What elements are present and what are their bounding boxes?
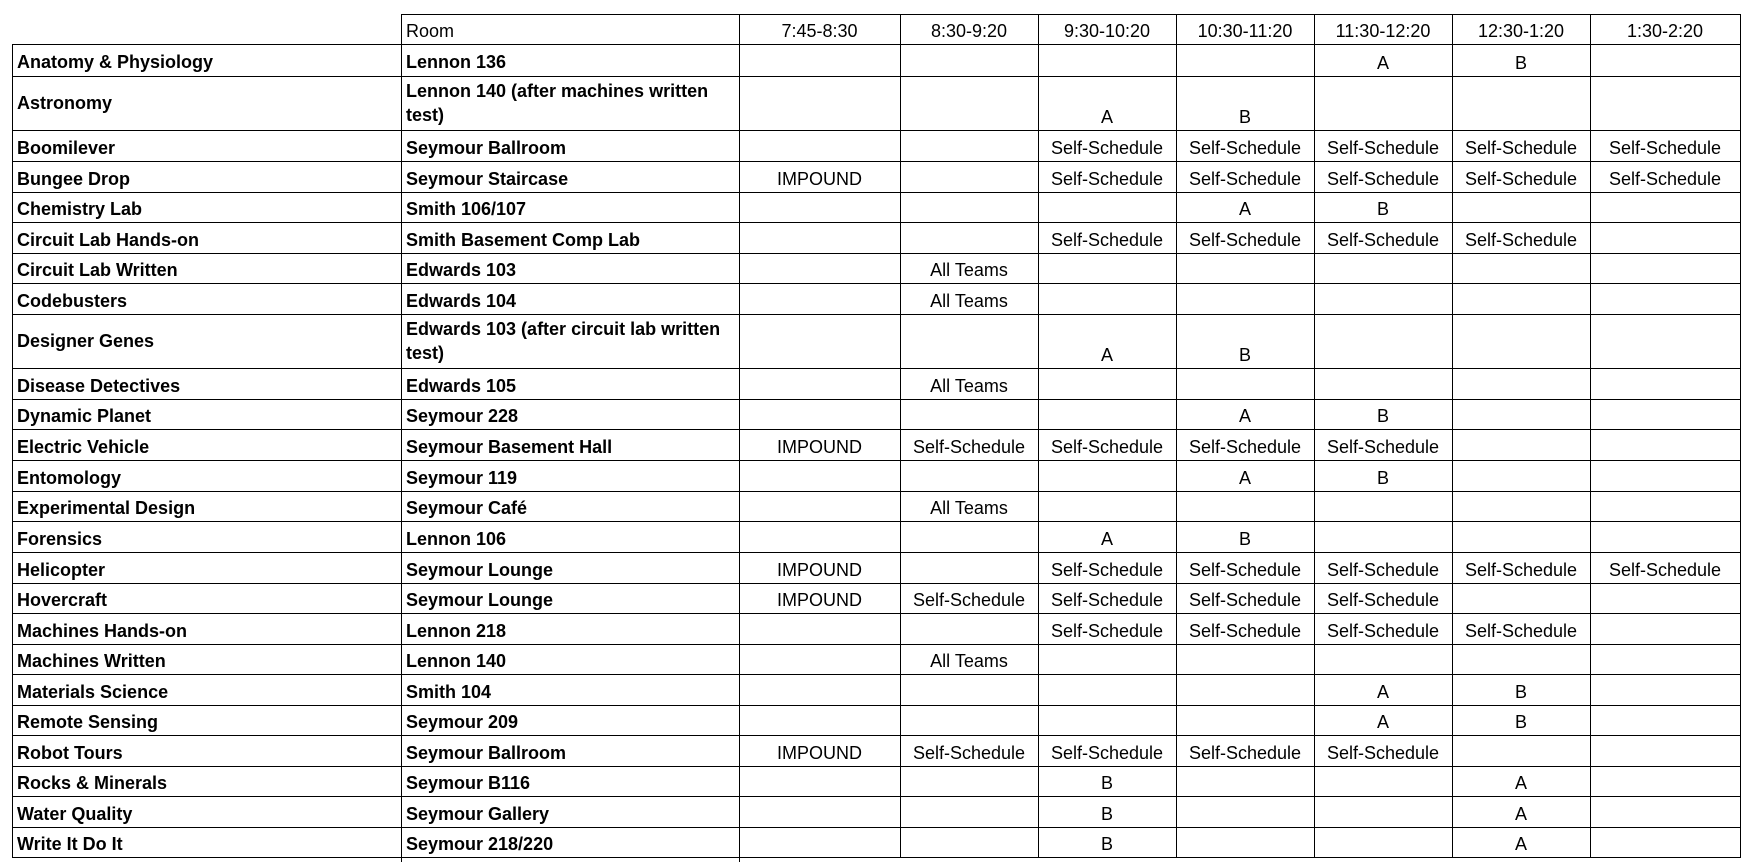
grid-line	[12, 399, 1741, 400]
event-name: Hovercraft	[17, 590, 108, 610]
grid-line	[1452, 14, 1453, 857]
grid-line	[12, 491, 1741, 492]
time-slot-cell	[1590, 705, 1740, 735]
time-slot-cell	[1452, 192, 1590, 222]
time-slot-cell	[1590, 521, 1740, 552]
time-slot-cell	[900, 44, 1038, 76]
time-slot-cell: B	[1238, 529, 1251, 549]
grid-line	[12, 314, 1741, 315]
time-slot-cell	[1452, 583, 1590, 613]
time-slot-cell	[1590, 44, 1740, 76]
time-slot-cell: Self-Schedule	[1464, 560, 1578, 580]
time-slot-cell	[1176, 705, 1314, 735]
time-slot-cell	[900, 460, 1038, 491]
time-slot-cell	[739, 283, 900, 314]
time-slot-cell: A	[1100, 107, 1113, 127]
time-slot-cell: A	[1376, 682, 1389, 702]
room-name: Seymour 119	[406, 468, 518, 488]
room-name: Lennon 136	[406, 52, 507, 72]
time-slot-cell	[900, 827, 1038, 857]
grid-line	[401, 14, 1741, 15]
grid-line	[12, 192, 1741, 193]
time-slot-cell	[1452, 314, 1590, 368]
time-slot-cell: Self-Schedule	[1608, 560, 1722, 580]
time-slot-cell	[1314, 283, 1452, 314]
time-slot-cell	[739, 674, 900, 705]
time-slot-cell: B	[1100, 804, 1113, 824]
time-slot-header: 11:30-12:20	[1335, 21, 1431, 41]
room-name: Seymour Lounge	[406, 590, 554, 610]
time-slot-cell: B	[1514, 53, 1527, 73]
time-slot-cell: A	[1514, 834, 1527, 854]
grid-line	[12, 460, 1741, 461]
time-slot-cell	[1452, 735, 1590, 766]
time-slot-cell	[1038, 644, 1176, 674]
event-name: Astronomy	[17, 93, 113, 113]
time-slot-cell: B	[1514, 682, 1527, 702]
room-name: Seymour 218/220	[406, 834, 554, 854]
time-slot-cell	[1176, 283, 1314, 314]
time-slot-cell	[1590, 766, 1740, 796]
event-name: Materials Science	[17, 682, 169, 702]
time-slot-cell	[1176, 253, 1314, 283]
time-slot-cell: A	[1100, 529, 1113, 549]
time-slot-cell: Self-Schedule	[1326, 590, 1440, 610]
grid-line	[12, 552, 1741, 553]
time-slot-cell	[1314, 368, 1452, 399]
room-name: Seymour Staircase	[406, 169, 569, 189]
time-slot-cell: B	[1376, 406, 1389, 426]
time-slot-cell	[739, 253, 900, 283]
time-slot-cell: All Teams	[930, 291, 1008, 311]
time-slot-cell: Self-Schedule	[1188, 590, 1302, 610]
time-slot-cell	[1452, 368, 1590, 399]
time-slot-cell	[1038, 705, 1176, 735]
event-name: Bungee Drop	[17, 169, 131, 189]
time-slot-cell	[1176, 674, 1314, 705]
event-name: Machines Hands-on	[17, 621, 188, 641]
grid-line	[1590, 14, 1591, 857]
time-slot-cell: IMPOUND	[777, 743, 862, 763]
time-slot-cell: Self-Schedule	[1326, 621, 1440, 641]
time-slot-cell: Self-Schedule	[1188, 621, 1302, 641]
event-name: Rocks & Minerals	[17, 773, 168, 793]
time-slot-cell	[1038, 192, 1176, 222]
time-slot-cell	[1452, 460, 1590, 491]
time-slot-cell: A	[1376, 712, 1389, 732]
grid-line	[12, 368, 1741, 369]
event-name: Machines Written	[17, 651, 166, 671]
event-name: Entomology	[17, 468, 121, 488]
time-slot-cell	[1452, 644, 1590, 674]
event-name: Helicopter	[17, 560, 106, 580]
grid-line	[12, 429, 1741, 430]
time-slot-cell	[1176, 766, 1314, 796]
time-slot-cell	[900, 613, 1038, 644]
event-name: Designer Genes	[17, 331, 155, 351]
time-slot-cell: Self-Schedule	[1050, 621, 1164, 641]
time-slot-cell: All Teams	[930, 498, 1008, 518]
room-name: Edwards 105	[406, 376, 517, 396]
time-slot-cell	[1038, 674, 1176, 705]
time-slot-cell	[900, 674, 1038, 705]
time-slot-cell	[1176, 491, 1314, 521]
room-name: Seymour Lounge	[406, 560, 554, 580]
grid-line	[1038, 14, 1039, 857]
time-slot-cell	[739, 491, 900, 521]
time-slot-cell: B	[1238, 107, 1251, 127]
time-slot-cell: Self-Schedule	[1326, 230, 1440, 250]
time-slot-cell: Self-Schedule	[1326, 743, 1440, 763]
time-slot-cell	[739, 796, 900, 827]
event-name: Anatomy & Physiology	[17, 52, 214, 72]
time-slot-cell	[739, 130, 900, 161]
time-slot-cell	[1038, 399, 1176, 429]
time-slot-cell: Self-Schedule	[1050, 230, 1164, 250]
time-slot-cell: Self-Schedule	[1188, 437, 1302, 457]
grid-line	[12, 644, 1741, 645]
grid-line	[12, 253, 1741, 254]
time-slot-cell	[1314, 796, 1452, 827]
time-slot-cell	[1314, 76, 1452, 130]
time-slot-cell	[1176, 796, 1314, 827]
event-name: Electric Vehicle	[17, 437, 150, 457]
grid-line	[1176, 14, 1177, 857]
room-name: Seymour 228	[406, 406, 519, 426]
time-slot-cell	[1590, 399, 1740, 429]
time-slot-cell: Self-Schedule	[1464, 169, 1578, 189]
time-slot-cell: A	[1238, 406, 1251, 426]
time-slot-cell: B	[1100, 773, 1113, 793]
time-slot-cell: A	[1238, 199, 1251, 219]
time-slot-cell	[1590, 796, 1740, 827]
event-name: Chemistry Lab	[17, 199, 143, 219]
time-slot-cell: Self-Schedule	[1050, 560, 1164, 580]
time-slot-cell	[1590, 735, 1740, 766]
event-name: Remote Sensing	[17, 712, 159, 732]
room-name: Lennon 218	[406, 621, 507, 641]
time-slot-cell: Self-Schedule	[1188, 560, 1302, 580]
time-slot-cell	[1314, 314, 1452, 368]
time-slot-cell: Self-Schedule	[1464, 230, 1578, 250]
time-slot-cell	[1038, 253, 1176, 283]
time-slot-cell	[739, 644, 900, 674]
grid-line	[12, 161, 1741, 162]
time-slot-cell	[900, 161, 1038, 192]
time-slot-cell	[1038, 460, 1176, 491]
time-slot-cell	[1176, 827, 1314, 857]
time-slot-cell: Self-Schedule	[1326, 169, 1440, 189]
time-slot-header: 10:30-11:20	[1197, 21, 1293, 41]
time-slot-cell	[1590, 613, 1740, 644]
room-name: Lennon 106	[406, 529, 507, 549]
time-slot-cell	[739, 613, 900, 644]
time-slot-cell	[739, 368, 900, 399]
time-slot-cell: Self-Schedule	[912, 743, 1026, 763]
room-name: Seymour Basement Hall	[406, 437, 613, 457]
grid-line	[12, 766, 1741, 767]
room-name: Lennon 140	[406, 651, 507, 671]
time-slot-cell: IMPOUND	[777, 437, 862, 457]
time-slot-cell	[1314, 521, 1452, 552]
event-name: Boomilever	[17, 138, 116, 158]
time-slot-cell: B	[1376, 468, 1389, 488]
time-slot-cell: B	[1238, 345, 1251, 365]
room-name: Seymour Ballroom	[406, 743, 567, 763]
time-slot-cell: Self-Schedule	[912, 437, 1026, 457]
room-name: Seymour Ballroom	[406, 138, 567, 158]
room-header: Room	[406, 21, 455, 41]
time-slot-cell	[1314, 491, 1452, 521]
time-slot-cell: Self-Schedule	[1608, 138, 1722, 158]
time-slot-header: 9:30-10:20	[1063, 21, 1151, 41]
time-slot-cell: A	[1238, 468, 1251, 488]
time-slot-cell: All Teams	[930, 260, 1008, 280]
room-name: Seymour Café	[406, 498, 528, 518]
time-slot-cell	[1038, 44, 1176, 76]
time-slot-cell: Self-Schedule	[1464, 621, 1578, 641]
time-slot-cell	[739, 521, 900, 552]
time-slot-cell: All Teams	[930, 651, 1008, 671]
grid-line	[12, 857, 1741, 858]
time-slot-cell: B	[1514, 712, 1527, 732]
time-slot-cell	[739, 766, 900, 796]
time-slot-cell	[1452, 399, 1590, 429]
time-slot-cell	[1590, 314, 1740, 368]
grid-line	[12, 705, 1741, 706]
time-slot-cell: Self-Schedule	[1326, 138, 1440, 158]
time-slot-cell: IMPOUND	[777, 169, 862, 189]
grid-line	[1314, 14, 1315, 857]
time-slot-cell	[900, 796, 1038, 827]
event-name: Disease Detectives	[17, 376, 181, 396]
time-slot-cell: All Teams	[930, 376, 1008, 396]
time-slot-cell: IMPOUND	[777, 590, 862, 610]
room-name: Lennon 140 (after machines written test)	[406, 81, 709, 125]
time-slot-cell	[1590, 674, 1740, 705]
time-slot-cell: Self-Schedule	[912, 590, 1026, 610]
time-slot-cell: A	[1514, 804, 1527, 824]
event-name: Codebusters	[17, 291, 128, 311]
time-slot-cell	[1590, 283, 1740, 314]
event-name: Circuit Lab Hands-on	[17, 230, 200, 250]
time-slot-cell	[1038, 368, 1176, 399]
time-slot-cell	[900, 76, 1038, 130]
time-slot-cell: A	[1376, 53, 1389, 73]
time-slot-cell	[1590, 644, 1740, 674]
time-slot-cell	[1590, 76, 1740, 130]
time-slot-cell	[1452, 521, 1590, 552]
time-slot-cell: Self-Schedule	[1326, 437, 1440, 457]
time-slot-cell: Self-Schedule	[1188, 138, 1302, 158]
time-slot-cell	[739, 44, 900, 76]
room-name: Edwards 104	[406, 291, 517, 311]
grid-line	[12, 583, 1741, 584]
time-slot-cell	[900, 705, 1038, 735]
time-slot-cell	[1590, 192, 1740, 222]
time-slot-cell	[1314, 644, 1452, 674]
time-slot-cell	[900, 766, 1038, 796]
time-slot-cell	[1452, 491, 1590, 521]
time-slot-cell	[739, 314, 900, 368]
time-slot-cell	[1590, 368, 1740, 399]
event-name: Write It Do It	[17, 834, 123, 854]
time-slot-cell	[739, 705, 900, 735]
time-slot-cell	[739, 460, 900, 491]
time-slot-cell: IMPOUND	[777, 560, 862, 580]
grid-line	[12, 827, 1741, 828]
time-slot-cell	[1590, 429, 1740, 460]
event-name: Circuit Lab Written	[17, 260, 178, 280]
time-slot-cell: A	[1514, 773, 1527, 793]
event-name: Water Quality	[17, 804, 133, 824]
time-slot-cell: Self-Schedule	[1188, 169, 1302, 189]
time-slot-cell	[900, 130, 1038, 161]
grid-line	[12, 44, 1741, 45]
time-slot-cell	[1176, 644, 1314, 674]
grid-line	[12, 521, 1741, 522]
time-slot-cell	[1176, 368, 1314, 399]
time-slot-cell	[1590, 253, 1740, 283]
room-name: Seymour Gallery	[406, 804, 550, 824]
time-slot-cell: Self-Schedule	[1050, 138, 1164, 158]
time-slot-cell	[1452, 429, 1590, 460]
time-slot-cell	[739, 827, 900, 857]
time-slot-cell	[739, 76, 900, 130]
time-slot-cell	[900, 399, 1038, 429]
time-slot-cell	[1590, 222, 1740, 253]
time-slot-header: 12:30-1:20	[1477, 21, 1565, 41]
grid-line	[12, 222, 1741, 223]
time-slot-cell	[1452, 76, 1590, 130]
time-slot-cell	[1590, 827, 1740, 857]
time-slot-cell	[1314, 253, 1452, 283]
time-slot-cell	[900, 552, 1038, 583]
time-slot-cell	[900, 314, 1038, 368]
room-name: Seymour 209	[406, 712, 519, 732]
grid-line	[900, 14, 901, 857]
time-slot-cell	[1452, 253, 1590, 283]
time-slot-cell: Self-Schedule	[1050, 169, 1164, 189]
time-slot-cell	[1176, 44, 1314, 76]
grid-line	[12, 130, 1741, 131]
room-name: Edwards 103 (after circuit lab written test)	[406, 319, 721, 363]
time-slot-cell: Self-Schedule	[1050, 437, 1164, 457]
time-slot-cell: B	[1100, 834, 1113, 854]
time-slot-cell	[739, 222, 900, 253]
time-slot-cell	[739, 192, 900, 222]
time-slot-cell	[739, 399, 900, 429]
event-name: Robot Tours	[17, 743, 123, 763]
room-name: Smith Basement Comp Lab	[406, 230, 641, 250]
time-slot-cell	[1452, 283, 1590, 314]
grid-line	[12, 283, 1741, 284]
time-slot-cell	[1038, 283, 1176, 314]
time-slot-cell	[900, 521, 1038, 552]
time-slot-cell: A	[1100, 345, 1113, 365]
time-slot-header: 7:45-8:30	[781, 21, 858, 41]
time-slot-header: 1:30-2:20	[1626, 21, 1704, 41]
time-slot-cell	[1038, 491, 1176, 521]
room-name: Seymour B116	[406, 773, 531, 793]
room-name: Edwards 103	[406, 260, 517, 280]
event-name: Experimental Design	[17, 498, 196, 518]
time-slot-cell: B	[1376, 199, 1389, 219]
room-name: Smith 106/107	[406, 199, 527, 219]
time-slot-cell	[900, 192, 1038, 222]
time-slot-cell	[1590, 460, 1740, 491]
room-name: Smith 104	[406, 682, 492, 702]
grid-line	[12, 674, 1741, 675]
time-slot-cell: Self-Schedule	[1188, 743, 1302, 763]
time-slot-cell: Self-Schedule	[1464, 138, 1578, 158]
grid-line	[12, 796, 1741, 797]
time-slot-cell	[900, 222, 1038, 253]
grid-line	[1740, 14, 1741, 857]
time-slot-header: 8:30-9:20	[930, 21, 1008, 41]
time-slot-cell: Self-Schedule	[1188, 230, 1302, 250]
time-slot-cell: Self-Schedule	[1608, 169, 1722, 189]
grid-line	[12, 76, 1741, 77]
event-name: Dynamic Planet	[17, 406, 152, 426]
time-slot-cell	[1314, 766, 1452, 796]
time-slot-cell: Self-Schedule	[1050, 590, 1164, 610]
time-slot-cell: Self-Schedule	[1326, 560, 1440, 580]
time-slot-cell	[1590, 583, 1740, 613]
event-name: Forensics	[17, 529, 103, 549]
grid-line	[12, 613, 1741, 614]
time-slot-cell	[1314, 827, 1452, 857]
time-slot-cell: Self-Schedule	[1050, 743, 1164, 763]
time-slot-cell	[1590, 491, 1740, 521]
grid-line	[12, 735, 1741, 736]
